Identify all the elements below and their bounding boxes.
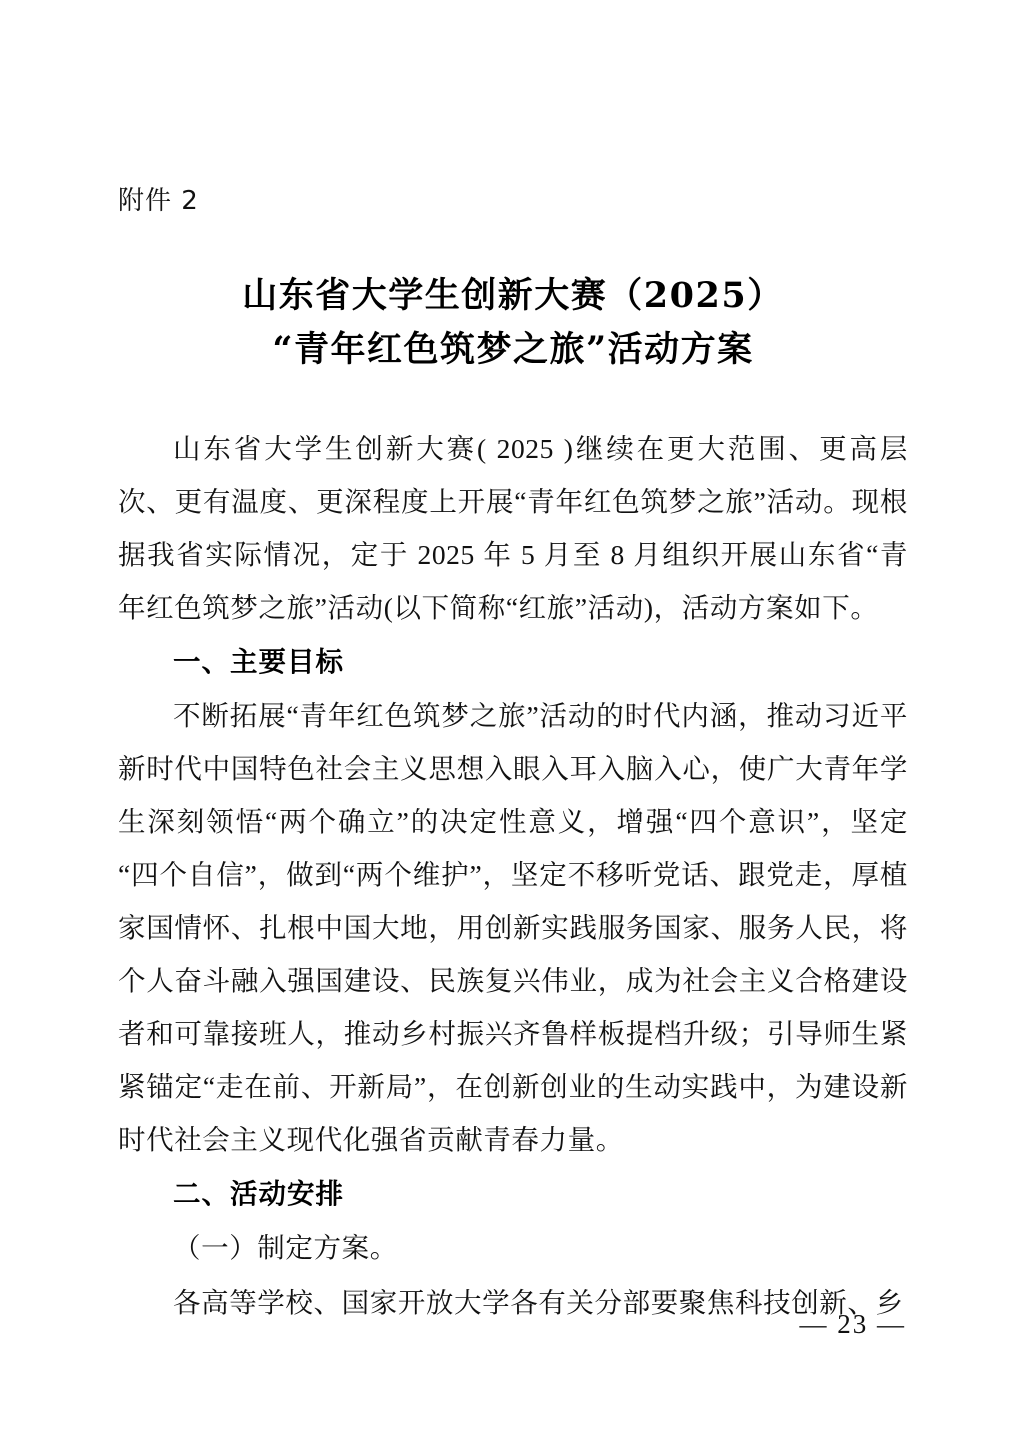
- attachment-label: 附件 2: [118, 186, 199, 216]
- section-heading-main-goals: 一、主要目标: [173, 645, 344, 678]
- intro-paragraph: 山东省大学生创新大赛( 2025 )继续在更大范围、更高层次、更有温度、更深程度上开展“青年红色筑梦之旅”活动。现根据我省实际情况，定于 2025 年 5 月至 8 月组织开展山东省“青年红色筑梦之旅”活动(以下简称“红旅”活动)，活动方案如下。: [118, 432, 908, 623]
- page-number: — 23 —: [799, 1309, 906, 1339]
- page-title-line-1: 山东省大学生创新大赛（2025）: [242, 275, 784, 316]
- page-title-line-2: “青年红色筑梦之旅”活动方案: [272, 329, 754, 371]
- section-main-goals-paragraph: 不断拓展“青年红色筑梦之旅”活动的时代内涵，推动习近平新时代中国特色社会主义思想入眼入耳入脑入心，使广大青年学生深刻领悟“两个确立”的决定性意义，增强“四个意识”，坚定“四个自信”，做到“两个维护”，坚定不移听党话、跟党走，厚植家国情怀、扎根中国大地，用创新实践服务国家、服务人民，将个人奋斗融入强国建设、民族复兴伟业，成为社会主义合格建设者和可靠接班人，推动乡村振兴齐鲁样板提档升级；引导师生紧紧锚定“走在前、开新局”，在创新创业的生动实践中，为建设新时代社会主义现代化强省贡献青春力量。: [118, 699, 908, 1155]
- document-content: [118, 180, 908, 1331]
- subsection-plan-heading: （一）制定方案。: [173, 1231, 398, 1263]
- subsection-plan-paragraph: 各高等学校、国家开放大学各有关分部要聚焦科技创新、乡: [173, 1286, 904, 1318]
- section-heading-activity-arrangement: 二、活动安排: [173, 1177, 344, 1210]
- page-title: [163, 269, 863, 378]
